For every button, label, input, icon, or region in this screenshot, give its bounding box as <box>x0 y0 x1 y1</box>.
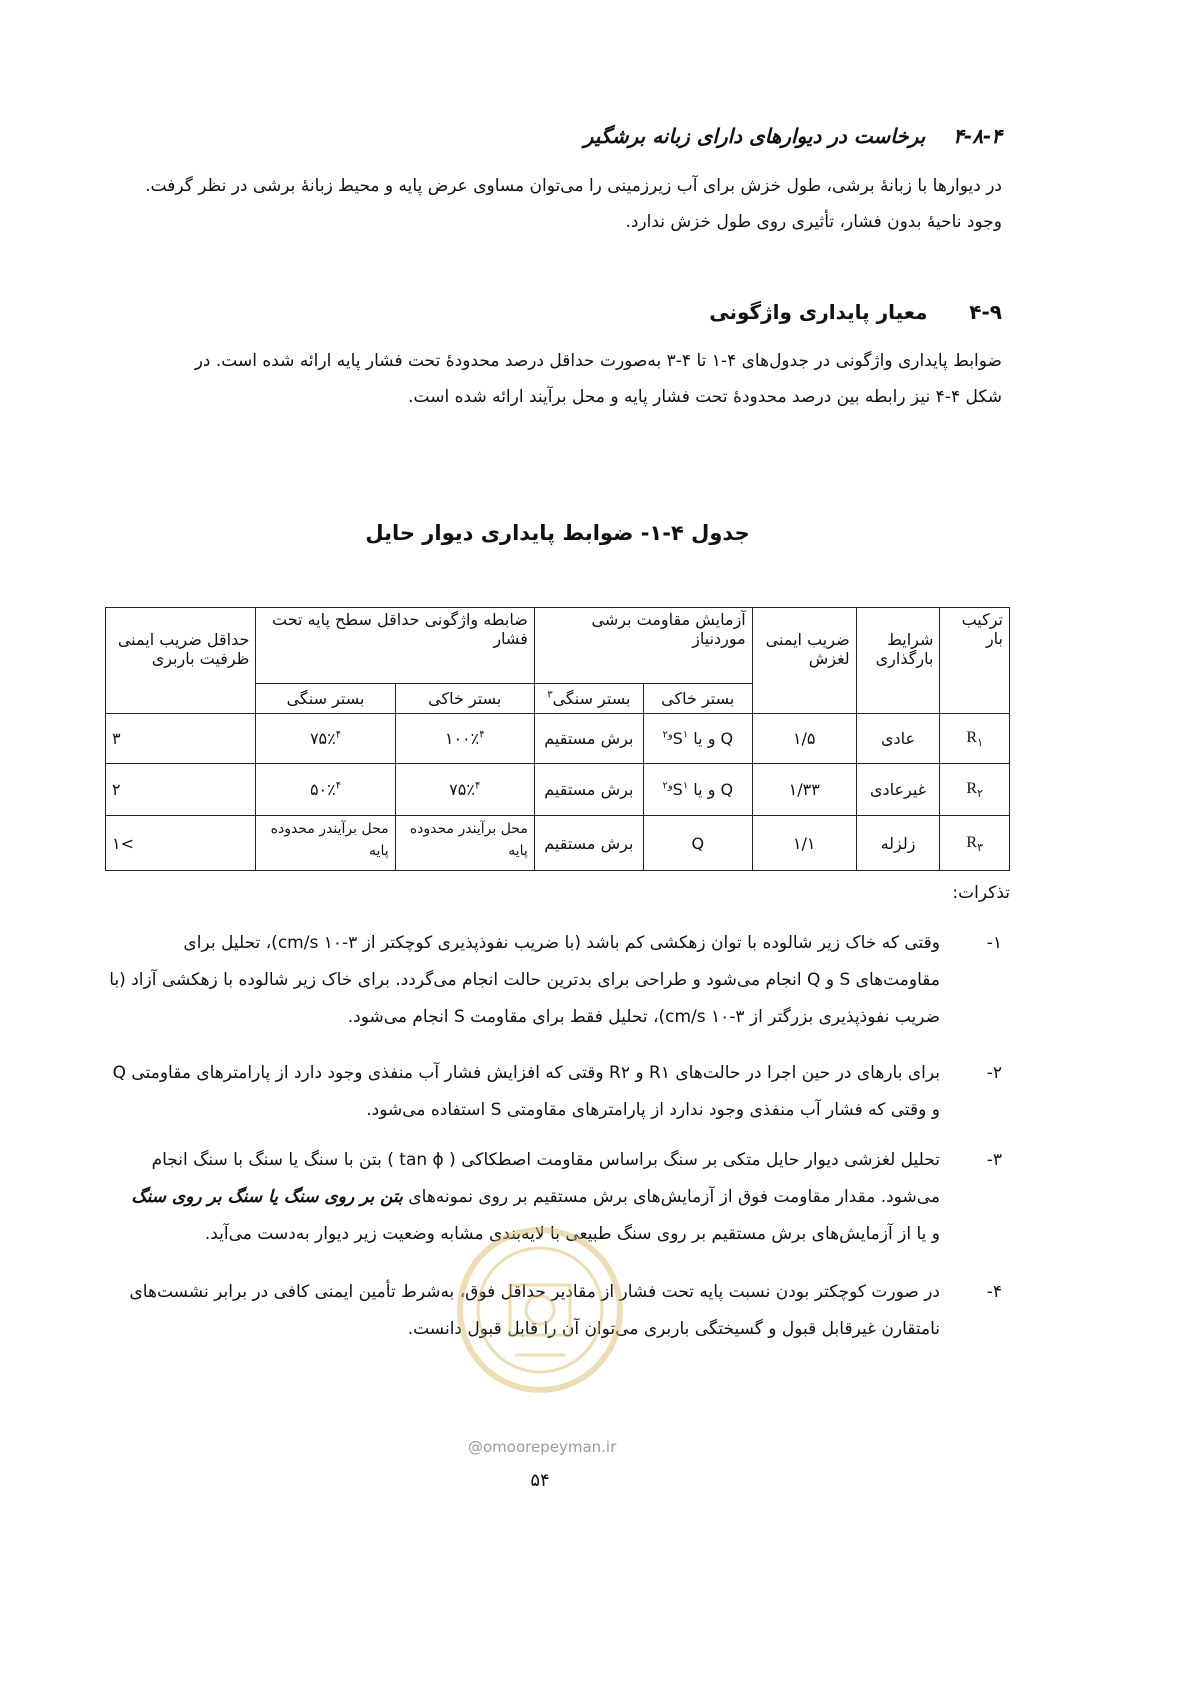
overturn-rock-sup: ۴ <box>335 729 342 741</box>
overturn-soil-text: ۱۰۰٪ <box>444 729 480 748</box>
combo-sub: ۲ <box>977 787 983 801</box>
note-item <box>107 925 1002 1040</box>
paragraph-line: ضوابط پایداری واژگونی در جدول‌های ۴-۱ تا ۴-۳ به‌صورت حداقل درصد محدودهٔ تحت فشار پایه ارائه شده است. در <box>194 351 1002 371</box>
table-row <box>106 714 1010 764</box>
note-number: ۱- <box>986 933 1002 953</box>
section-number: ۴-۹ <box>969 300 1002 324</box>
section-heading-4-9 <box>709 300 1002 324</box>
note-emphasis: بتن بر روی سنگ یا سنگ بر روی سنگ <box>131 1187 403 1207</box>
subheader-rock-bed <box>534 684 643 714</box>
note-line <box>131 1179 940 1216</box>
paragraph-line: شکل ۴-۴ نیز رابطه بین درصد محدودهٔ تحت فشار پایه و محل برآیند ارائه شده است. <box>408 387 1002 407</box>
overturn-rock-text: ۵۰٪ <box>309 780 336 799</box>
cell-bearing-sf: ۱< <box>106 816 256 871</box>
cell-load-condition: عادی <box>856 714 940 764</box>
header-load-condition: شرایط بارگذاری <box>856 608 940 714</box>
note-line: و یا از آزمایش‌های برش مستقیم بر روی سنگ طبیعی با لایه‌بندی مشابه وضعیت زیر دیوار به‌دست می‌آید. <box>204 1224 940 1244</box>
table-title: جدول ۴-۱- ضوابط پایداری دیوار حایل <box>365 521 750 545</box>
header-overturning: ضابطه واژگونی حداقل سطح پایه تحت فشار <box>256 608 534 684</box>
seal-graphic <box>455 1215 625 1415</box>
header-shear-test: آزمایش مقاومت برشی موردنیاز <box>534 608 752 684</box>
section-number: ۴-۸-۴ <box>953 124 1002 148</box>
table-row <box>106 816 1010 871</box>
stability-criteria-table <box>105 607 1010 871</box>
paragraph-line: وجود ناحیهٔ بدون فشار، تأثیری روی طول خزش ندارد. <box>625 212 1002 232</box>
overturn-soil-sup: ۴ <box>479 729 485 741</box>
overturn-rock-sup: ۴ <box>335 780 342 792</box>
rock-bed-label: بستر سنگی <box>552 689 631 708</box>
note-body <box>113 1055 940 1129</box>
note-line: مقاومت‌های S و Q انجام می‌شود و طراحی برای بدترین حالت انجام می‌گردد. برای خاک زیر شالوده با زهکشی آزاد (با <box>109 970 940 990</box>
cell-overturn-soil <box>395 764 534 816</box>
table-header-row <box>106 608 1010 684</box>
header-bearing-safety-factor: حداقل ضریب ایمنی ظرفیت باربری <box>106 608 256 714</box>
header-sliding-safety-factor: ضریب ایمنی لغزش <box>752 608 856 714</box>
cell-load-condition: زلزله <box>856 816 940 871</box>
test-soil-sup: ۱و۲ <box>662 780 689 792</box>
cell-overturn-rock <box>256 714 395 764</box>
note-line: و وقتی که فشار آب منفذی وجود ندارد از پارامترهای مقاومتی S استفاده می‌شود. <box>366 1100 940 1120</box>
combo-letter: R <box>966 833 978 851</box>
cell-sliding-sf: ۱/۱ <box>752 816 856 871</box>
header-load-combo: ترکیب بار <box>940 608 1010 714</box>
note-text: می‌شود. مقدار مقاومت فوق از آزمایش‌های برش مستقیم بر روی نمونه‌های <box>408 1187 940 1207</box>
cell-load-combo <box>940 714 1010 764</box>
cell-overturn-soil <box>395 714 534 764</box>
page-number: ۵۴ <box>530 1470 550 1491</box>
cell-overturn-soil: محل برآیندر محدوده پایه <box>395 816 534 871</box>
notes-title: تذکرات: <box>952 883 1010 903</box>
overturn-soil-text: ۷۵٪ <box>449 780 475 799</box>
combo-letter: R <box>966 780 978 798</box>
cell-bearing-sf: ۲ <box>106 764 256 816</box>
table-row <box>106 764 1010 816</box>
cell-load-condition: غیرعادی <box>856 764 940 816</box>
combo-sub: ۱ <box>977 736 983 750</box>
cell-test-rock: برش مستقیم <box>534 764 643 816</box>
test-soil-text: Q <box>691 833 705 853</box>
overturn-rock-text: ۷۵٪ <box>309 729 336 748</box>
test-soil-text: Q و یا S <box>672 780 734 799</box>
cell-load-combo <box>940 764 1010 816</box>
cell-test-rock: برش مستقیم <box>534 816 643 871</box>
cell-sliding-sf: ۱/۵ <box>752 714 856 764</box>
cell-sliding-sf: ۱/۳۳ <box>752 764 856 816</box>
note-line: ضریب نفوذپذیری بزرگتر از cm/s ۱۰-۳)، تحلیل فقط برای مقاومت S انجام می‌شود. <box>347 1007 940 1027</box>
section-paragraph-4-8-4 <box>107 168 1002 240</box>
cell-test-soil <box>643 764 752 816</box>
note-body <box>109 925 940 1036</box>
note-number: ۲- <box>986 1063 1002 1083</box>
watermark-seal-icon <box>455 1215 625 1415</box>
note-line: نامتقارن غیرقابل قبول و گسیختگی باربری می‌توان آن را قابل قبول دانست. <box>407 1319 940 1339</box>
test-soil-text: Q و یا S <box>672 729 734 748</box>
combo-sub: ۳ <box>977 841 983 855</box>
subheader-rock-bed: بستر سنگی <box>256 684 395 714</box>
note-line: وقتی که خاک زیر شالوده با توان زهکشی کم باشد (با ضریب نفوذپذیری کوچکتر از cm/s ۱۰-۳)، تحلیل برای <box>183 933 940 953</box>
cell-test-soil <box>643 816 752 871</box>
note-line: برای بارهای در حین اجرا در حالت‌های R۱ و R۲ وقتی که افزایش فشار آب منفذی وجود دارد از پارامترهای مقاومتی Q <box>112 1063 940 1083</box>
note-line: در صورت کوچکتر بودن نسبت پایه تحت فشار از مقادیر حداقل فوق، به‌شرط تأمین ایمنی کافی در برابر نشست‌های <box>129 1282 940 1302</box>
cell-load-combo <box>940 816 1010 871</box>
note-number: ۴- <box>986 1282 1002 1302</box>
combo-letter: R <box>966 729 978 747</box>
paragraph-line: در دیوارها با زبانهٔ برشی، طول خزش برای آب زیرزمینی را می‌توان مساوی عرض پایه و محیط زبانهٔ برشی در نظر گرفت. <box>145 176 1002 196</box>
cell-overturn-rock <box>256 764 395 816</box>
cell-test-soil <box>643 714 752 764</box>
subheader-soil-bed: بستر خاکی <box>643 684 752 714</box>
section-title: معیار پایداری واژگونی <box>709 300 928 324</box>
subheader-soil-bed: بستر خاکی <box>395 684 534 714</box>
test-soil-sup: ۱و۲ <box>662 729 689 741</box>
note-line: تحلیل لغزشی دیوار حایل متکی بر سنگ براساس مقاومت اصطکاکی ( tan ϕ ) بتن با سنگ یا سنگ با سنگ انجام <box>151 1150 940 1170</box>
section-title: برخاست در دیوارهای دارای زبانه برشگیر <box>583 124 926 148</box>
rock-bed-note: ۳ <box>547 689 553 701</box>
cell-bearing-sf: ۳ <box>106 714 256 764</box>
overturn-soil-sup: ۴ <box>474 780 481 792</box>
cell-test-rock: برش مستقیم <box>534 714 643 764</box>
note-number: ۳- <box>986 1150 1002 1170</box>
cell-overturn-rock: محل برآیندر محدوده پایه <box>256 816 395 871</box>
section-heading-4-8-4 <box>584 124 1002 148</box>
note-item <box>107 1055 1002 1133</box>
watermark-site: @omoorepeyman.ir <box>468 1438 617 1456</box>
section-paragraph-4-9 <box>107 343 1002 415</box>
